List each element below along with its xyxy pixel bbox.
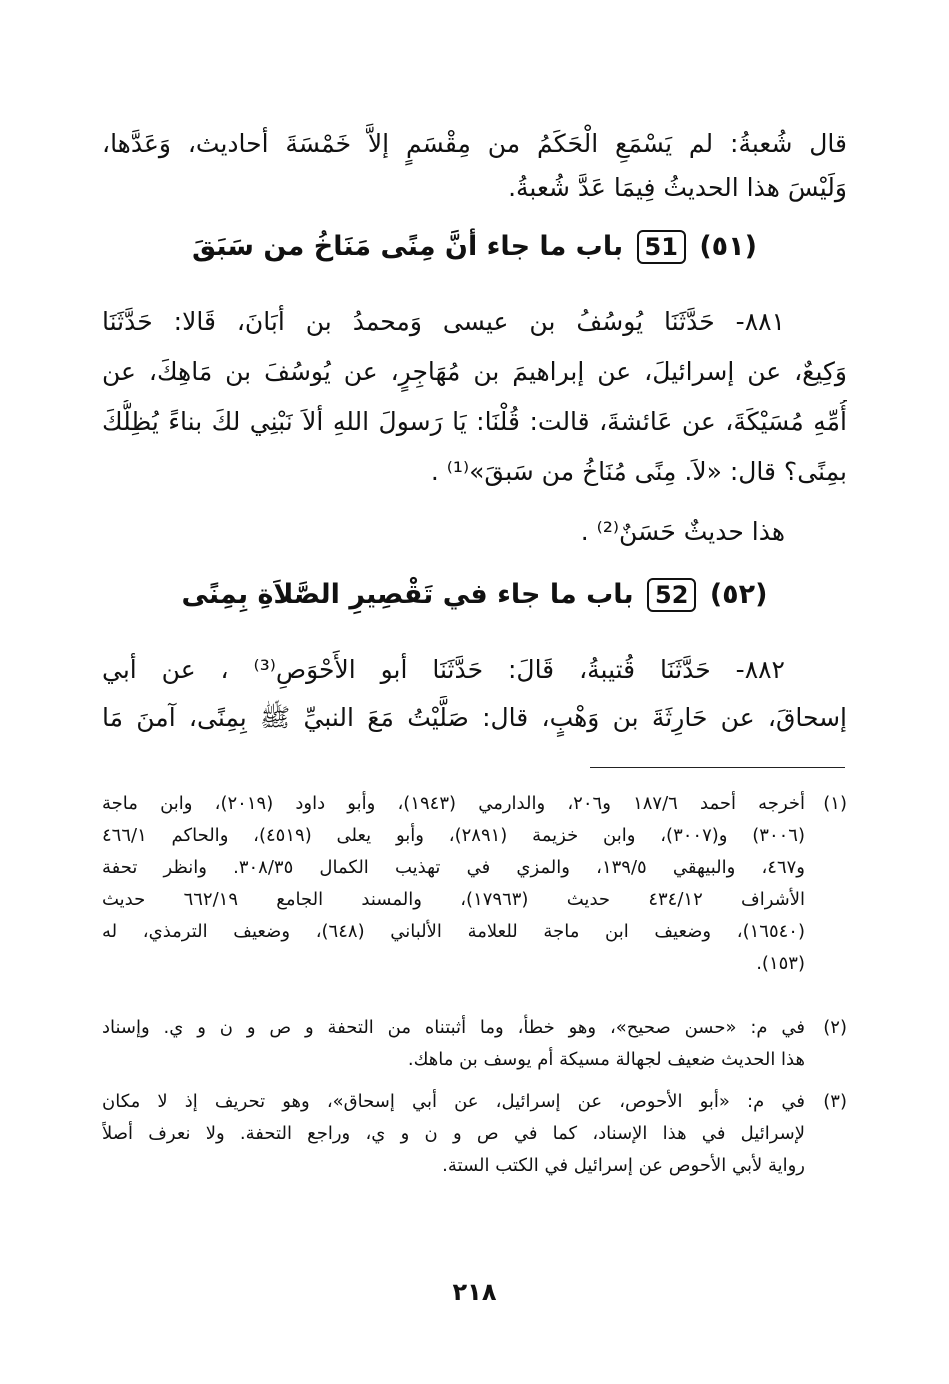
footnote-marker: (٢) — [823, 1017, 847, 1038]
hadith-line: ٨٨٢- حَدَّثَنَا قُتيبةُ، قَالَ: حَدَّثَنَا أبو الأَحْوَصِ⁽³⁾ ، عن أبي — [102, 655, 785, 684]
footnote-line: (٣٠٠٦) و(٣٠٠٧)، وابن خزيمة (٢٨٩١)، وأبو يعلى (٤٥١٩)، والحاكم ٤٦٦/١ — [102, 825, 805, 846]
chapter-number-arabic: (٥١) — [699, 231, 757, 262]
hadith-line: بمِنًى؟ قال: «لاَ. مِنًى مُنَاخُ من سَبقَ»⁽¹⁾ . — [430, 457, 847, 486]
chapter-heading — [102, 222, 847, 272]
footnote-line: هذا الحديث ضعيف لجهالة مسيكة أم يوسف بن ماهك. — [407, 1049, 805, 1070]
hadith-line: إسحاقَ، عن حَارِثَةَ بن وَهْبٍ، قال: صَلَّيْتُ مَعَ النبيِّ ﷺ بِمِنًى، آمنَ مَا — [102, 703, 847, 732]
footnote-line: (١٦٥٤٠)، وضعيف ابن ماجة للعلامة الألباني (٦٤٨)، وضعيف الترمذي، له — [102, 921, 805, 942]
chapter-title: باب ما جاء أنَّ مِنًى مَنَاخُ من سَبَقَ — [192, 231, 624, 262]
footnote-line: رواية لأبي الأحوص عن إسرائيل في الكتب الستة. — [442, 1155, 805, 1176]
chapter-number-arabic: (٥٢) — [709, 579, 768, 610]
footnote — [102, 788, 847, 980]
page-number: ٢١٨ — [452, 1278, 497, 1306]
hadith-line: ٨٨١- حَدَّثَنَا يُوسُفُ بن عيسى وَمحمدُ بن أبَانَ، قَالا: حَدَّثَنَا — [102, 307, 785, 336]
footnote-line: الأشراف ٤٣٤/١٢ حديث (١٧٩٦٣)، والمسند الجامع ٦٦٢/١٩ حديث — [102, 889, 805, 910]
body-line: وَلَيْسَ هذا الحديثُ فِيمَا عَدَّ شُعبةُ. — [508, 173, 847, 202]
hadith-line: أُمِّهِ مُسَيْكَةَ، عن عَائشةَ، قالت: قُلْنَا: يَا رَسولَ اللهِ ألاَ نَبْنِي لكَ بناءً يُظِلُّكَ — [102, 407, 847, 436]
chapter-heading — [102, 570, 847, 620]
footnote-line: أخرجه أحمد ١٨٧/٦ و٢٠٦، والدارمي (١٩٤٣)، وأبو داود (٢٠١٩)، وابن ماجة — [102, 793, 805, 814]
footnote-separator — [590, 767, 845, 768]
chapter-title: باب ما جاء في تَقْصِيرِ الصَّلاَةِ بِمِنًى — [181, 579, 634, 610]
chapter-number-box: 52 — [647, 578, 696, 612]
hadith-line: وَكِيعٌ، عن إسرائيلَ، عن إبراهيمَ بن مُهَاجِرٍ، عن يُوسُفَ بن مَاهِكَ، عن — [102, 357, 847, 386]
footnote-line: (١٥٣). — [756, 953, 805, 974]
footnote-marker: (١) — [823, 793, 847, 814]
footnote-line: في م: «أبو الأحوص، عن إسرائيل، عن أبي إسحاق»، وهو تحريف إذ لا مكان — [102, 1091, 805, 1112]
footnote — [102, 1086, 847, 1182]
footnote — [102, 1012, 847, 1076]
footnote-marker: (٣) — [823, 1091, 847, 1112]
footnote-line: لإسرائيل في هذا الإسناد، كما في ص و ن و ي، وراجع التحفة. ولا نعرف أصلاً — [102, 1123, 805, 1144]
body-line: قال شُعبةُ: لم يَسْمَعِ الْحَكَمُ من مِقْسَمٍ إلاَّ خَمْسَةَ أحاديث، وَعَدَّها، — [102, 129, 847, 158]
footnote-line: و٤٦٧، والبيهقي ١٣٩/٥، والمزي في تهذيب الكمال ٣٠٨/٣٥. وانظر تحفة — [102, 857, 805, 878]
hadith-verdict: هذا حديثٌ حَسَنٌ⁽²⁾ . — [580, 517, 785, 546]
chapter-number-box: 51 — [637, 230, 686, 264]
footnote-line: في م: «حسن صحيح»، وهو خطأ، وما أثبتناه من التحفة و ص و ن و ي. وإسناد — [102, 1017, 805, 1038]
